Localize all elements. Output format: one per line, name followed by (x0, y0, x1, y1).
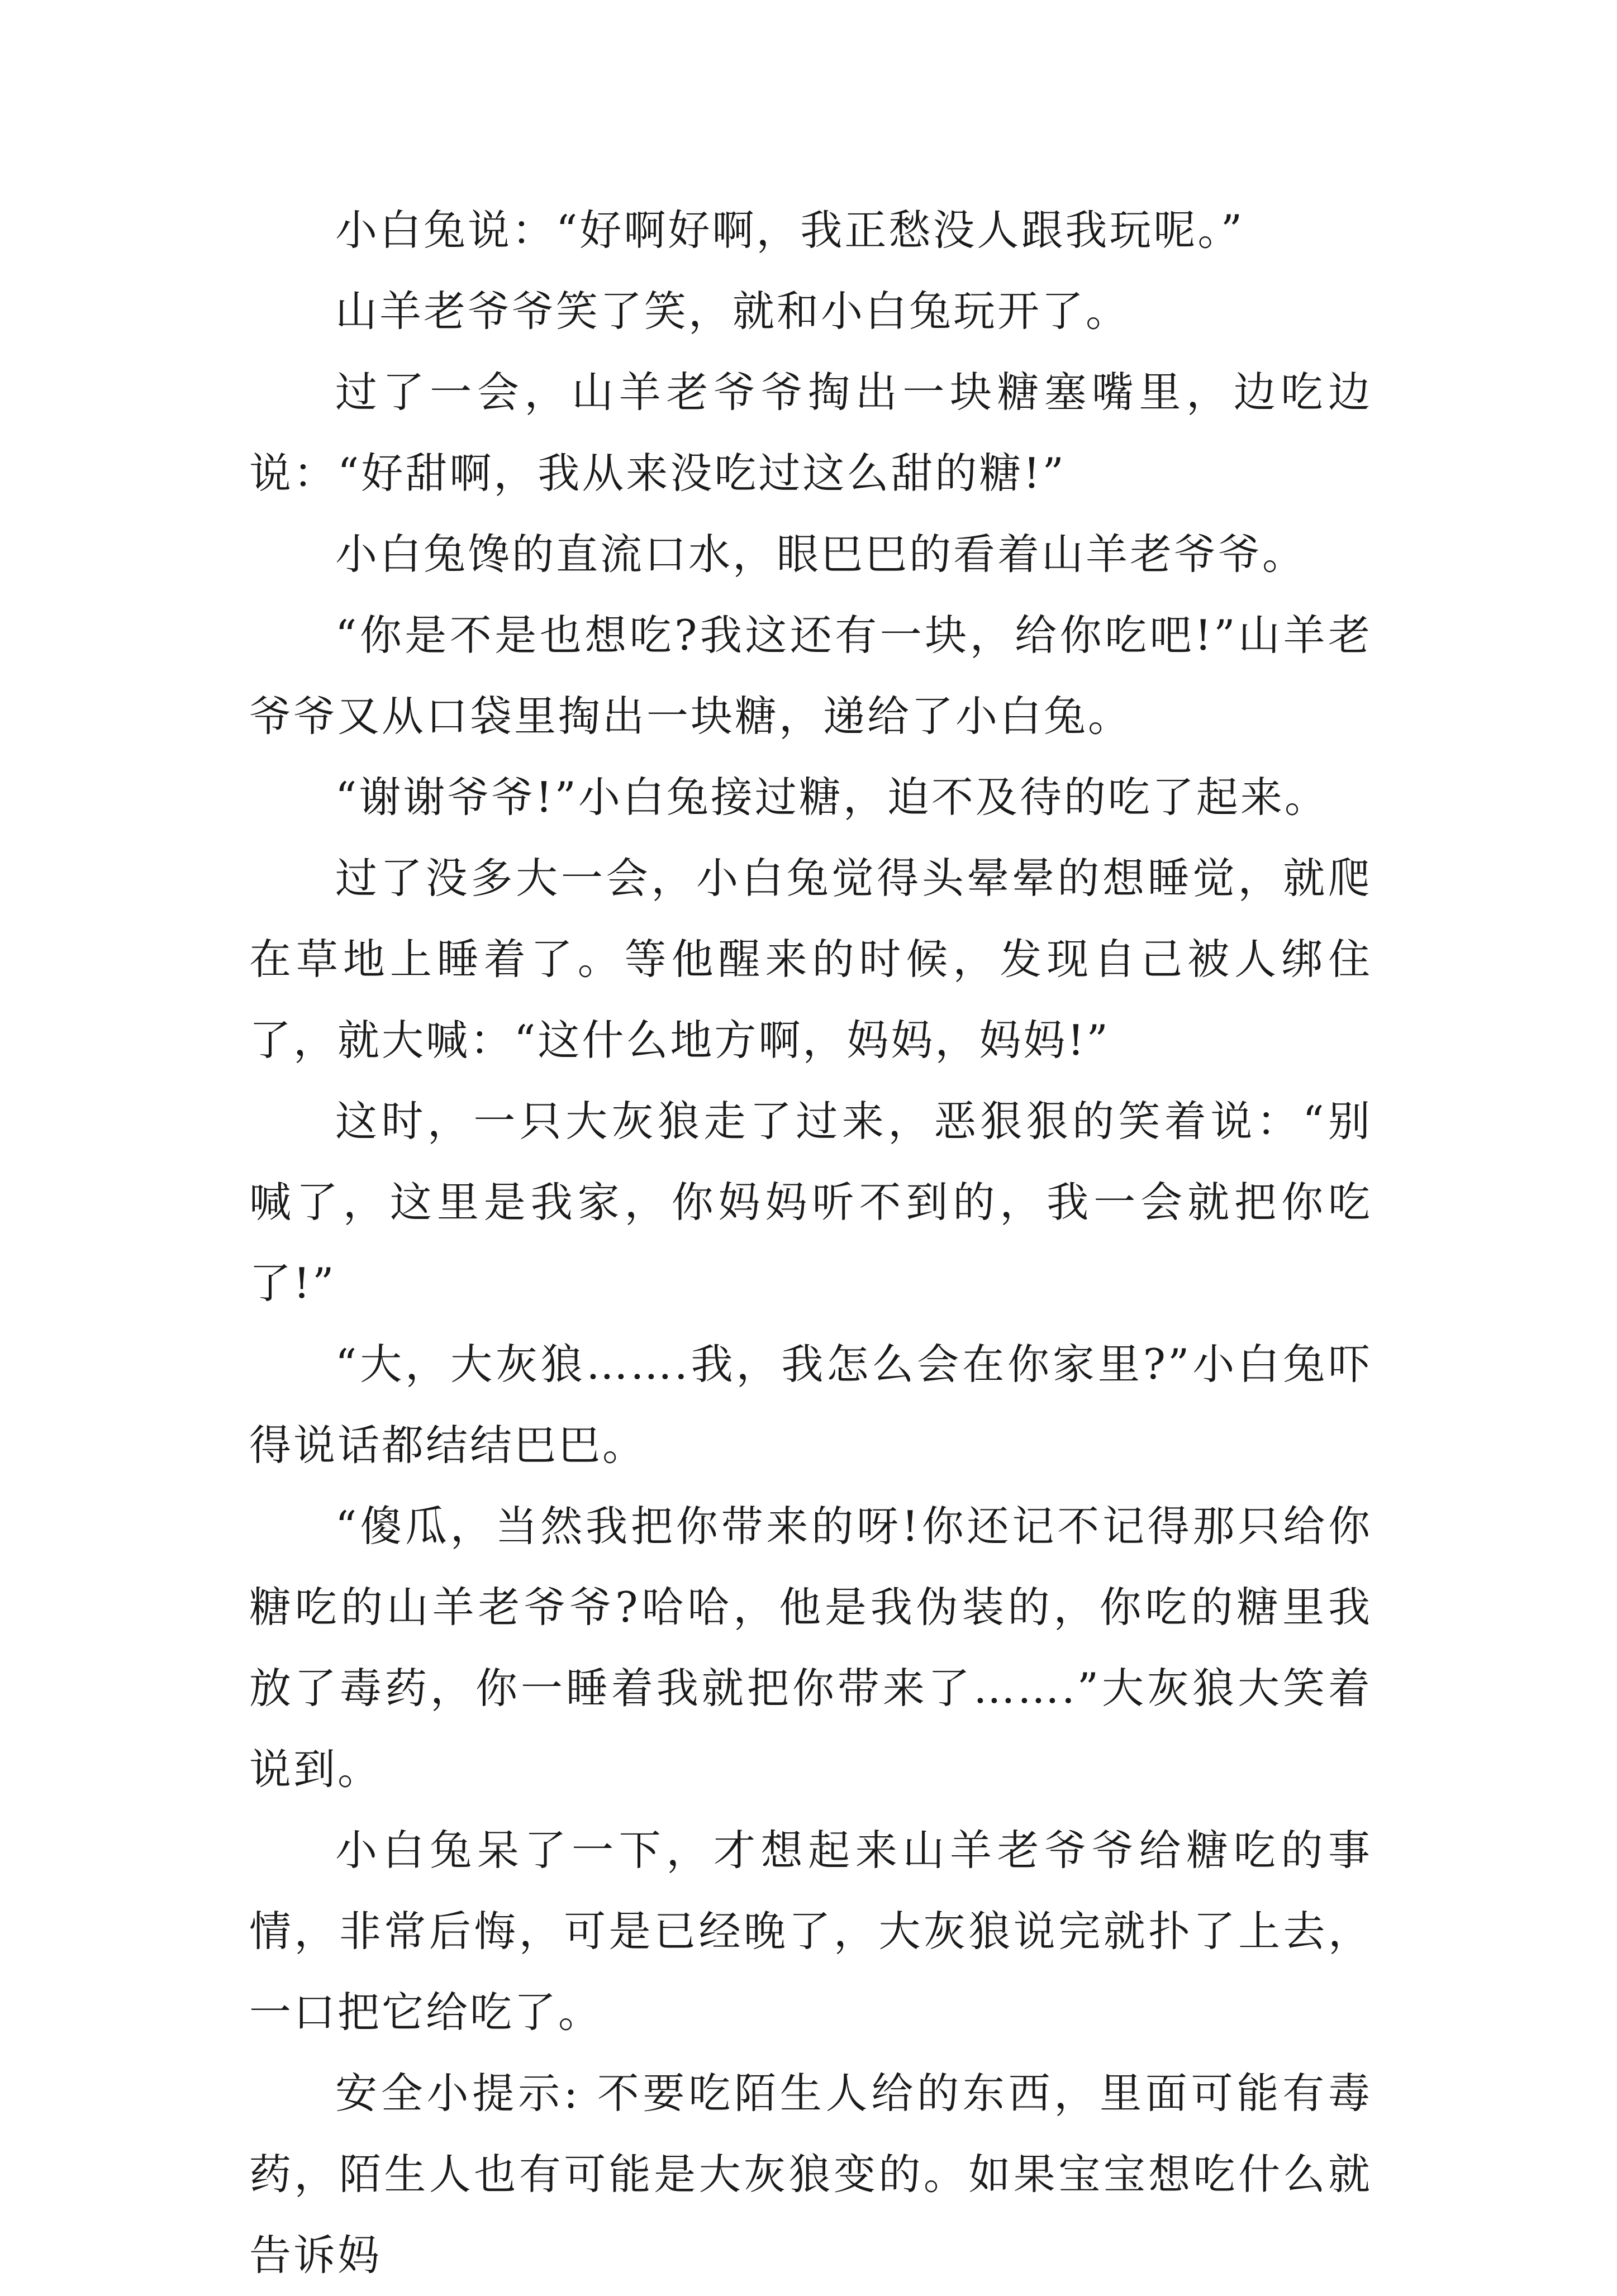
paragraph: “你是不是也想吃?我这还有一块，给你吃吧!”山羊老爷爷又从口袋里掏出一块糖，递给了小白兔。 (249, 611, 1372, 741)
paragraph: 这时，一只大灰狼走了过来，恶狠狠的笑着说：“别喊了，这里是我家，你妈妈听不到的，我一会就把你吃了!” (249, 1097, 1372, 1308)
paragraph: 过了没多大一会，小白兔觉得头晕晕的想睡觉，就爬在草地上睡着了。等他醒来的时候，发现自己被人绑住了，就大喊：“这什么地方啊，妈妈，妈妈!” (249, 854, 1372, 1065)
story-text (249, 190, 1372, 2296)
paragraph: 过了一会，山羊老爷爷掏出一块糖塞嘴里，边吃边说：“好甜啊，我从来没吃过这么甜的糖!” (249, 368, 1372, 498)
paragraph: “傻瓜，当然我把你带来的呀!你还记不记得那只给你糖吃的山羊老爷爷?哈哈，他是我伪装的，你吃的糖里我放了毒药，你一睡着我就把你带来了…….”大灰狼大笑着说到。 (249, 1502, 1372, 1794)
paragraph: 小白兔馋的直流口水，眼巴巴的看着山羊老爷爷。 (335, 530, 1307, 579)
paragraph: “谢谢爷爷!”小白兔接过糖，迫不及待的吃了起来。 (335, 773, 1329, 822)
paragraph: 安全小提示: 不要吃陌生人给的东西，里面可能有毒药，陌生人也有可能是大灰狼变的。如果宝宝想吃什么就告诉妈 (249, 2069, 1372, 2280)
paragraph: 小白兔说：“好啊好啊，我正愁没人跟我玩呢。” (335, 206, 1245, 255)
paragraph: 山羊老爷爷笑了笑，就和小白兔玩开了。 (335, 287, 1130, 336)
paragraph: 小白兔呆了一下，才想起来山羊老爷爷给糖吃的事情，非常后悔，可是已经晚了，大灰狼说完就扑了上去，一口把它给吃了。 (249, 1826, 1372, 2037)
paragraph: “大，大灰狼…….我，我怎么会在你家里?”小白兔吓得说话都结结巴巴。 (249, 1340, 1372, 1470)
